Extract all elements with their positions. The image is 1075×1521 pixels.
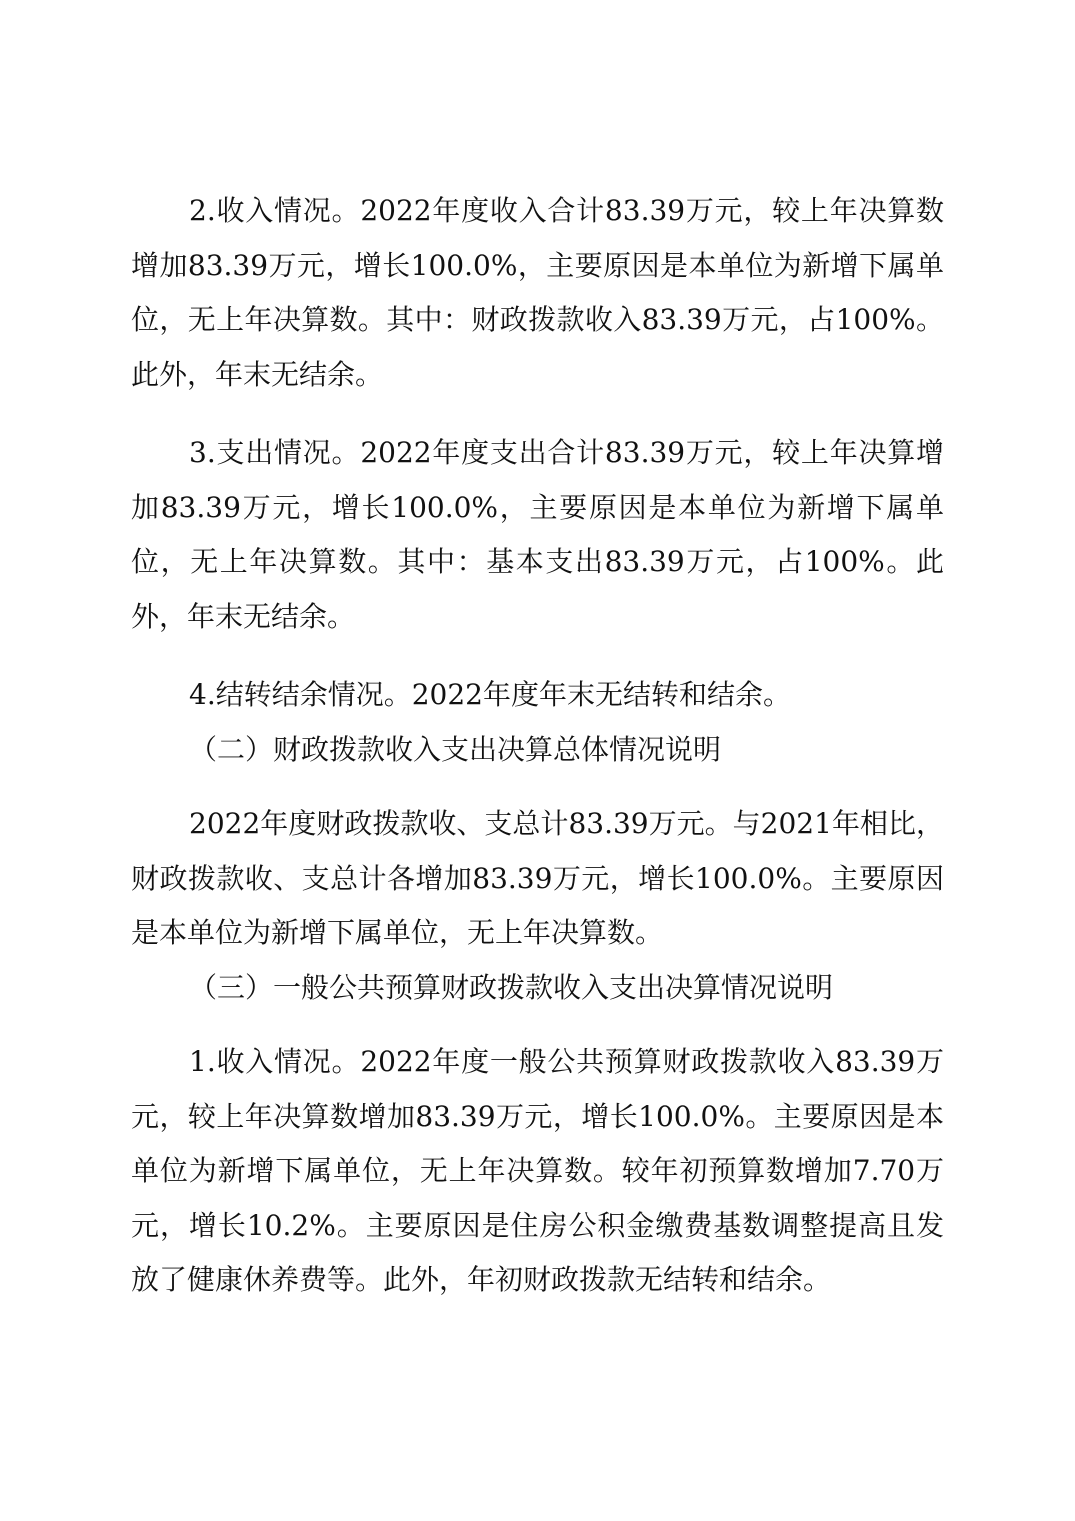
paragraph-expenditure: 3.支出情况。2022年度支出合计83.39万元，较上年决算增加83.39万元，增长100.0%，主要原因是本单位为新增下属单位，无上年决算数。其中：基本支出83.39万元，占100%。此外，年末无结余。: [131, 436, 944, 633]
paragraph-fiscal-total: 2022年度财政拨款收、支总计83.39万元。与2021年相比，财政拨款收、支总计各增加83.39万元，增长100.0%。主要原因是本单位为新增下属单位，无上年决算数。: [131, 807, 944, 949]
paragraph-income: 2.收入情况。2022年度收入合计83.39万元，较上年决算数增加83.39万元，增长100.0%，主要原因是本单位为新增下属单位，无上年决算数。其中：财政拨款收入83.39万元，占100%。此外，年末无结余。: [131, 194, 944, 391]
paragraph-carryover: 4.结转结余情况。2022年度年末无结转和结余。: [189, 678, 791, 711]
section-heading-2: （二）财政拨款收入支出决算总体情况说明: [189, 732, 722, 766]
paragraph-general-budget-income: 1.收入情况。2022年度一般公共预算财政拨款收入83.39万元，较上年决算数增加83.39万元，增长100.0%。主要原因是本单位为新增下属单位，无上年决算数。较年初预算数增加7.70万元，增长10.2%。主要原因是住房公积金缴费基数调整提高且发放了健康休养费等。此外，年初财政拨款无结转和结余。: [131, 1045, 944, 1296]
section-heading-3: （三）一般公共预算财政拨款收入支出决算情况说明: [189, 970, 834, 1004]
document-body: [131, 184, 944, 1308]
